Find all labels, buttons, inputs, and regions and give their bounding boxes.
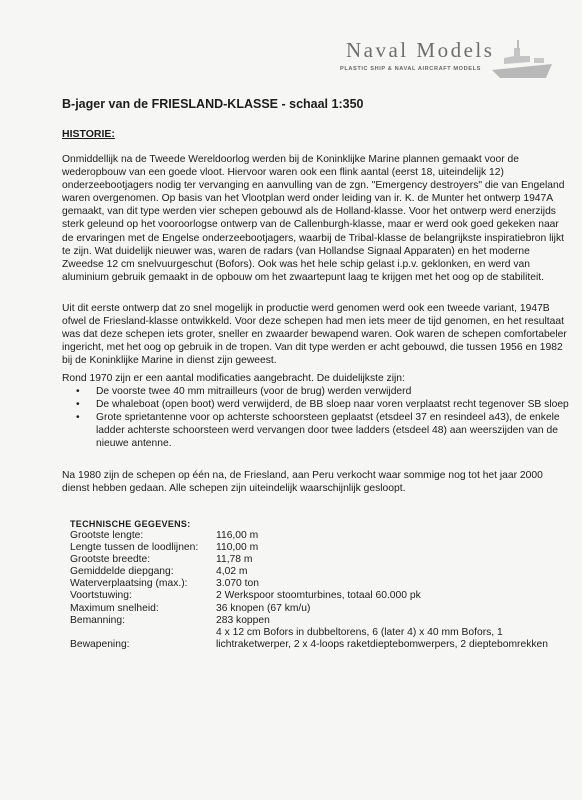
armament-value-line-2: lichtraketwerper, 2 x 4-loops raketdieptebomwerpers, 2 dieptebomrekken [216,638,548,650]
spec-value: 11,78 m [216,554,253,566]
spec-label: Voortstuwing: [70,590,132,602]
spec-label: Grootste breedte: [70,554,151,566]
spec-row [70,590,580,602]
history-paragraph-4: Na 1980 zijn de schepen op één na, de Friesland, aan Peru verkocht waar sommige nog tot het jaar 2000 dienst hebben gedaan. Alle schepen zijn uiteindelijk waarschijnlijk gesloopt. [62,470,543,495]
spec-value: 4,02 m [216,566,248,578]
spec-label: Bemanning: [70,614,125,626]
spec-row [70,566,580,578]
armament-value-line-1: 4 x 12 cm Bofors in dubbeltorens, 6 (later 4) x 40 mm Bofors, 1 [216,626,503,638]
history-heading: HISTORIE: [62,128,115,140]
list-item: • De voorste twee 40 mm mitrailleurs (voor de brug) werden verwijderd [62,385,572,398]
spec-value: 116,00 m [216,530,259,541]
list-item: • De whaleboat (open boot) werd verwijderd, de BB sloep naar voren verplaatst recht tegenover SB sloep [62,398,572,411]
spec-value: 110,00 m [216,542,259,554]
spec-label: Lengte tussen de loodlijnen: [70,542,199,554]
spec-value: 2 Werkspoor stoomturbines, totaal 60.000 pk [216,590,421,602]
spec-label: Bewapening: [70,638,130,650]
logo-subtitle: PLASTIC SHIP & NAVAL AIRCRAFT MODELS [340,66,481,72]
specs-table [70,530,580,651]
history-paragraph-3: Rond 1970 zijn er een aantal modificaties aangebracht. De duidelijkste zijn: [62,373,405,384]
logo-title: Naval Models [346,38,495,62]
spec-row [70,615,580,627]
ship-silhouette-icon [490,36,554,80]
naval-models-logo [338,36,554,82]
list-item: • Grote sprietantenne voor op achterste schoorsteen geplaatst (etsdeel 37 en resindeel a43), de enkele ladder achterste schoorsteen werd vervangen door twee ladders (etsdeel 48) aan weerszijden van de nieuwe antenne. [62,411,572,450]
spec-label: Grootste lengte: [70,530,144,541]
spec-label: Maximum snelheid: [70,602,159,614]
spec-row [70,542,580,554]
spec-row [70,530,580,542]
spec-label: Waterverplaatsing (max.): [70,578,188,590]
history-paragraph-2: Uit dit eerste ontwerp dat zo snel mogelijk in productie werd genomen werd ook een tweede variant, 1947B ofwel de Friesland-klasse ontwikkeld. Voor deze schepen had men iets meer de tijd genomen, en het resultaat was dat deze schepen iets groter, sneller en zwaarder bewapend waren. Ook waren de schepen comfortabeler ingericht, met het oog op gebruik in de tropen. Van dit type werden er acht gebouwd, die tussen 1956 en 1982 bij de Koninklijke Marine in dienst zijn geweest. [62,303,567,367]
spec-value: 283 koppen [216,614,270,626]
modifications-list [62,385,572,450]
spec-row [70,603,580,615]
specs-heading: TECHNISCHE GEGEVENS: [70,519,191,529]
spec-row [70,578,580,590]
spec-label: Gemiddelde diepgang: [70,566,174,578]
document-title: B-jager van de FRIESLAND-KLASSE - schaal 1:350 [62,97,364,111]
spec-value: 36 knopen (67 km/u) [216,602,311,614]
spec-value: 3.070 ton [216,578,259,590]
history-paragraph-1: Onmiddellijk na de Tweede Wereldoorlog werden bij de Koninklijke Marine plannen gemaakt voor de wederopbouw van een goede vloot. Hiervoor waren ook een flink aantal (eerst 18, uiteindelijk 12) onderzeebootjagers nodig ter vervanging en aanvulling van de zgn. "Emergency destroyers" die van Engeland waren overgenomen. Op basis van het Vlootplan werd onder leiding van ir. K. de Munter het ontwerp 1947A gemaakt, van dit type werden vier schepen gebouwd als de Holland-klasse. Voor het ontwerp werd enerzijds sterk geleund op het vooroorlogse ontwerp van de Callenburgh-klasse, maar er werd ook goed gekeken naar de ervaringen met de Engelse onderzeebootjagers, waarbij de Tribal-klasse de belangrijkste inspiratiebron lijkt te zijn. Wat duidelijk nieuwer was, waren de radars (van Hollandse Signaal Apparaten) en het moderne Zweedse 12 cm snelvuurgeschut (Bofors). Ook was het hele schip gelast i.p.v. geklonken, en werd van aluminium gebruik gemaakt in de opbouw om het zwaartepunt laag te krijgen met het oog op de stabiliteit. [62,154,565,283]
spec-row-armament [70,627,580,651]
spec-row [70,554,580,566]
